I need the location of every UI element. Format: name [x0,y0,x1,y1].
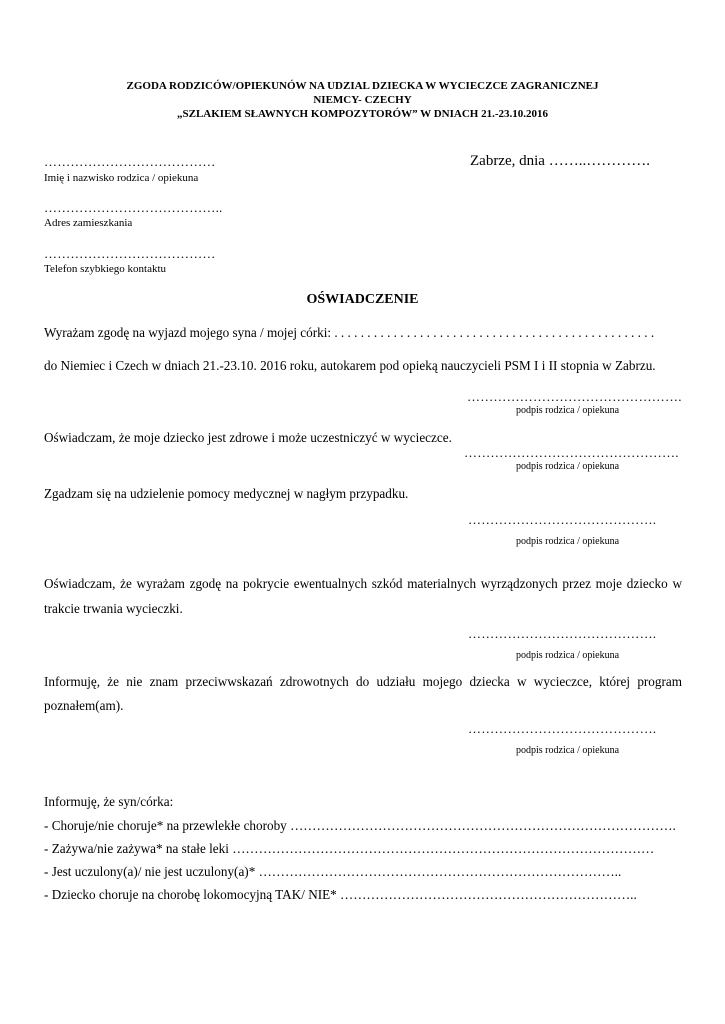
medical-consent-statement: Zgadzam się na udzielenie pomocy medycznej w nagłym przypadku. [44,486,409,501]
phone-field[interactable]: ………………………………… [44,246,216,261]
place-date-field[interactable]: Zabrze, dnia ……..…………. [470,153,650,169]
consent-line-1: Wyrażam zgodę na wyjazd mojego syna / mojej córki: . . . . . . . . . . . . . . . . . . . . . . . . . . . . . . . . . . . . . . . . . . . . . . . . . [44,325,655,340]
contraindications-line-1: Informuję, że nie znam przeciwwskazań zdrowotnych do udziału mojego dziecka w wycieczce, której program [44,674,682,689]
statement-heading: OŚWIADCZENIE [306,292,419,307]
health-statement: Oświadczam, że moje dziecko jest zdrowe i może uczestniczyć w wycieczce. [44,430,452,445]
damage-statement-line-1: Oświadczam, że wyrażam zgodę na pokrycie ewentualnych szkód materialnych wyrządzonych przez moje dziecko w [44,576,682,591]
address-label: Adres zamieszkania [44,217,133,229]
info-intro: Informuję, że syn/córka: [44,794,174,809]
contraindications-line-2: poznałem(am). [44,698,124,713]
form-title-line2: NIEMCY- CZECHY [313,94,412,106]
signature-field-2[interactable]: …………………………………………. [464,445,679,460]
damage-statement-line-2: trakcie trwania wycieczki. [44,601,183,616]
signature-field-1[interactable]: …………………………………………. [467,389,682,404]
form-title-line3: „SZLAKIEM SŁAWNYCH KOMPOZYTORÓW” W DNIACH 21.-23.10.2016 [177,108,548,120]
phone-label: Telefon szybkiego kontaktu [44,263,167,275]
parent-name-field[interactable]: ………………………………… [44,154,216,169]
signature-caption-4: podpis rodzica / opiekuna [516,650,620,661]
info-item-motion-sickness[interactable]: - Dziecko choruje na chorobę lokomocyjną TAK/ NIE* ………………………………………………………….. [44,887,637,902]
signature-field-5[interactable]: ……………………………………. [468,721,657,736]
info-item-medications[interactable]: - Zażywa/nie zażywa* na stałe leki …………………………………………………………………………………… [44,841,655,856]
parent-name-label: Imię i nazwisko rodzica / opiekuna [44,172,199,184]
form-title-line1: ZGODA RODZICÓW/OPIEKUNÓW NA UDZIAL DZIECKA W WYCIECZCE ZAGRANICZNEJ [126,80,599,92]
signature-caption-3: podpis rodzica / opiekuna [516,536,620,547]
signature-caption-5: podpis rodzica / opiekuna [516,745,620,756]
signature-field-4[interactable]: ……………………………………. [468,626,657,641]
info-item-allergies[interactable]: - Jest uczulony(a)/ nie jest uczulony(a)* ……………………………………………………………………….. [44,864,622,879]
address-field[interactable]: ………………………………….. [44,200,223,215]
signature-field-3[interactable]: ……………………………………. [468,512,657,527]
consent-line-2: do Niemiec i Czech w dniach 21.-23.10. 2016 roku, autokarem pod opieką nauczycieli PSM I i II stopnia w Zabrzu. [44,358,656,373]
signature-caption-2: podpis rodzica / opiekuna [516,461,620,472]
info-item-chronic-disease[interactable]: - Choruje/nie choruje* na przewlekłe choroby ……………………………………………………………………………. [44,818,676,833]
signature-caption-1: podpis rodzica / opiekuna [516,405,620,416]
